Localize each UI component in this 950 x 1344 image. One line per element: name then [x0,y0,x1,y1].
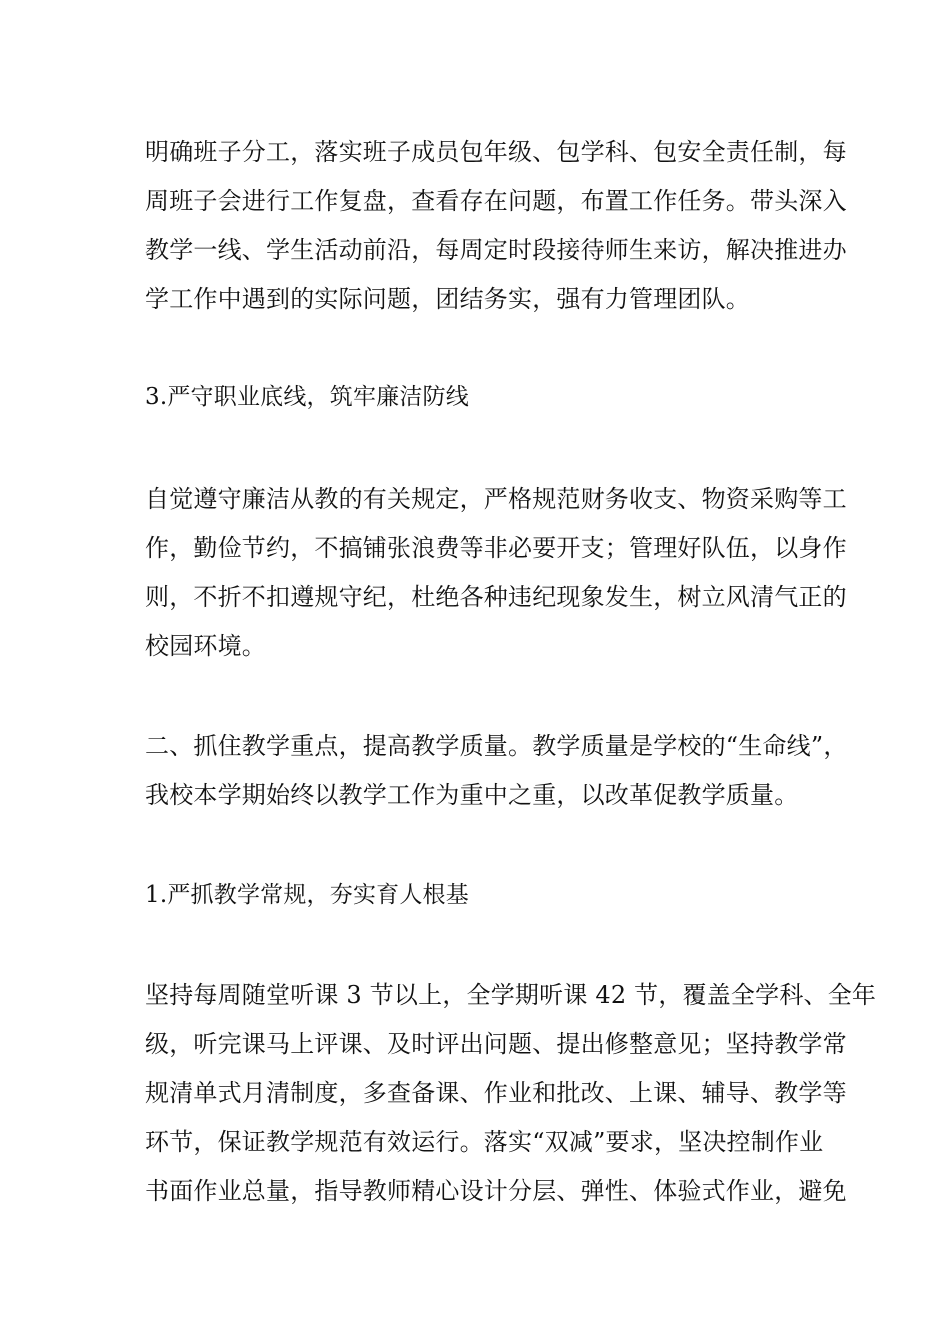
paragraph-teaching-routine [145,971,877,1216]
paragraph-line: 环节，保证教学规范有效运行。落实“双减”要求，坚决控制作业 [145,1128,824,1156]
paragraph-line: 作，勤俭节约，不搞铺张浪费等非必要开支；管理好队伍，以身作 [145,534,847,562]
paragraph-line: 明确班子分工，落实班子成员包年级、包学科、包安全责任制，每 [145,138,847,166]
paragraph-line: 级，听完课马上评课、及时评出问题、提出修整意见；坚持教学常 [145,1030,847,1058]
paragraph-integrity [145,475,847,671]
paragraph-line: 校园环境。 [145,632,266,660]
paragraph-line: 自觉遵守廉洁从教的有关规定，严格规范财务收支、物资采购等工 [145,485,847,513]
heading-text: 3.严守职业底线，筑牢廉洁防线 [145,384,469,410]
paragraph-line: 学工作中遇到的实际问题，团结务实，强有力管理团队。 [145,285,750,313]
paragraph-line: 坚持每周随堂听课 3 节以上，全学期听课 42 节，覆盖全学科、全年 [145,981,877,1009]
section-teaching-quality [145,722,848,820]
section-heading-integrity [145,373,825,422]
heading-text: 1.严抓教学常规，夯实育人根基 [145,882,469,908]
paragraph-line: 我校本学期始终以教学工作为重中之重，以改革促教学质量。 [145,781,799,809]
paragraph-line: 规清单式月清制度，多查备课、作业和批改、上课、辅导、教学等 [145,1079,847,1107]
paragraph-line: 则，不折不扣遵规守纪，杜绝各种违纪现象发生，树立风清气正的 [145,583,847,611]
paragraph-team-management [145,128,847,324]
section-heading-teaching-routine [145,871,825,920]
paragraph-line: 教学一线、学生活动前沿，每周定时段接待师生来访，解决推进办 [145,236,847,264]
paragraph-line: 书面作业总量，指导教师精心设计分层、弹性、体验式作业，避免 [145,1177,847,1205]
paragraph-line: 二、抓住教学重点，提高教学质量。教学质量是学校的“生命线”， [145,732,848,760]
paragraph-line: 周班子会进行工作复盘，查看存在问题，布置工作任务。带头深入 [145,187,847,215]
